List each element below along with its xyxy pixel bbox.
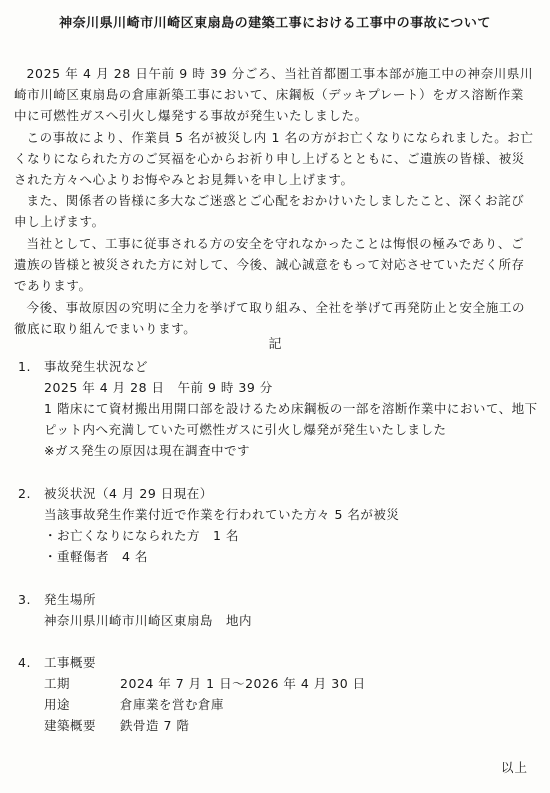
paragraph-incident-summary (14, 63, 534, 126)
ki-marker: 記 (268, 337, 282, 352)
paragraph-text: この事故により、作業員 5 名が被災し内 1 名の方がお亡くなりになられました。お亡くなりになられた方のご冥福を心からお祈り申し上げるとともに、ご遺族の皆様、被災された方々へ心よりお悔やみとお見舞いを申し上げます。 (14, 130, 534, 187)
section-location (18, 589, 538, 631)
overview-row-structure (18, 715, 538, 736)
paragraph-text: 今後、事故原因の究明に全力を挙げて取り組み、全社を挙げて再発防止と安全施工の徹底に取り組んでまいります。 (14, 300, 526, 336)
overview-value: 倉庫業を営む倉庫 (120, 697, 225, 712)
incident-description: 1 階床にて資材搬出用開口部を設けるため床鋼板の一部を溶断作業中において、地下ピット内へ充満していた可燃性ガスに引火し爆発が発生いたしました (44, 401, 538, 437)
section-heading: 工事概要 (44, 655, 97, 670)
section-number: 1. (18, 359, 31, 374)
section-number: 4. (18, 655, 31, 670)
overview-key: 用途 (44, 697, 71, 712)
paragraph-commitment (14, 233, 534, 296)
paragraph-text: 2025 年 4 月 28 日午前 9 時 39 分ごろ、当社首都圏工事本部が施工中の神奈川県川崎市川崎区東扇島の倉庫新築工事において、床鋼板（デッキプレート）をガス溶断作業中に可燃性ガスへ引火し爆発する事故が発生いたしました。 (14, 66, 534, 123)
section-project-overview (18, 652, 538, 736)
paragraph-text: また、関係者の皆様に多大なご迷惑とご心配をおかけいたしましたこと、深くお詫び申し上げます。 (14, 193, 525, 229)
overview-key: 建築概要 (44, 718, 97, 733)
damage-item-deceased: ・お亡くなりになられた方 1 名 (44, 528, 239, 543)
section-number: 2. (18, 486, 31, 501)
damage-summary: 当該事故発生作業付近で作業を行われていた方々 5 名が被災 (44, 507, 400, 522)
damage-item-injured: ・重軽傷者 4 名 (44, 549, 148, 564)
incident-note: ※ガス発生の原因は現在調査中です (44, 443, 250, 458)
section-heading: 発生場所 (44, 592, 97, 607)
section-number: 3. (18, 592, 31, 607)
overview-key: 工期 (44, 676, 71, 691)
paragraph-apology (14, 190, 534, 232)
section-incident-status (18, 356, 538, 461)
overview-row-use (18, 694, 538, 715)
closing-mark: 以上 (500, 760, 528, 775)
section-damage-status (18, 483, 538, 567)
overview-row-period (18, 673, 538, 694)
incident-datetime: 2025 年 4 月 28 日 午前 9 時 39 分 (44, 380, 273, 395)
overview-value: 2024 年 7 月 1 日～2026 年 4 月 30 日 (120, 676, 366, 691)
document-title: 神奈川県川崎市川崎区東扇島の建築工事における工事中の事故について (59, 16, 491, 31)
section-heading: 事故発生状況など (44, 359, 149, 374)
paragraph-text: 当社として、工事に従事される方の安全を守れなかったことは悔恨の極みであり、ご遺族の皆様と被災された方に対して、今後、誠心誠意をもって対応させていただく所存であります。 (14, 236, 525, 293)
overview-value: 鉄骨造 7 階 (120, 718, 190, 733)
location-text: 神奈川県川崎市川崎区東扇島 地内 (44, 613, 253, 628)
section-heading: 被災状況（4 月 29 日現在） (44, 486, 213, 501)
paragraph-condolence (14, 127, 534, 190)
